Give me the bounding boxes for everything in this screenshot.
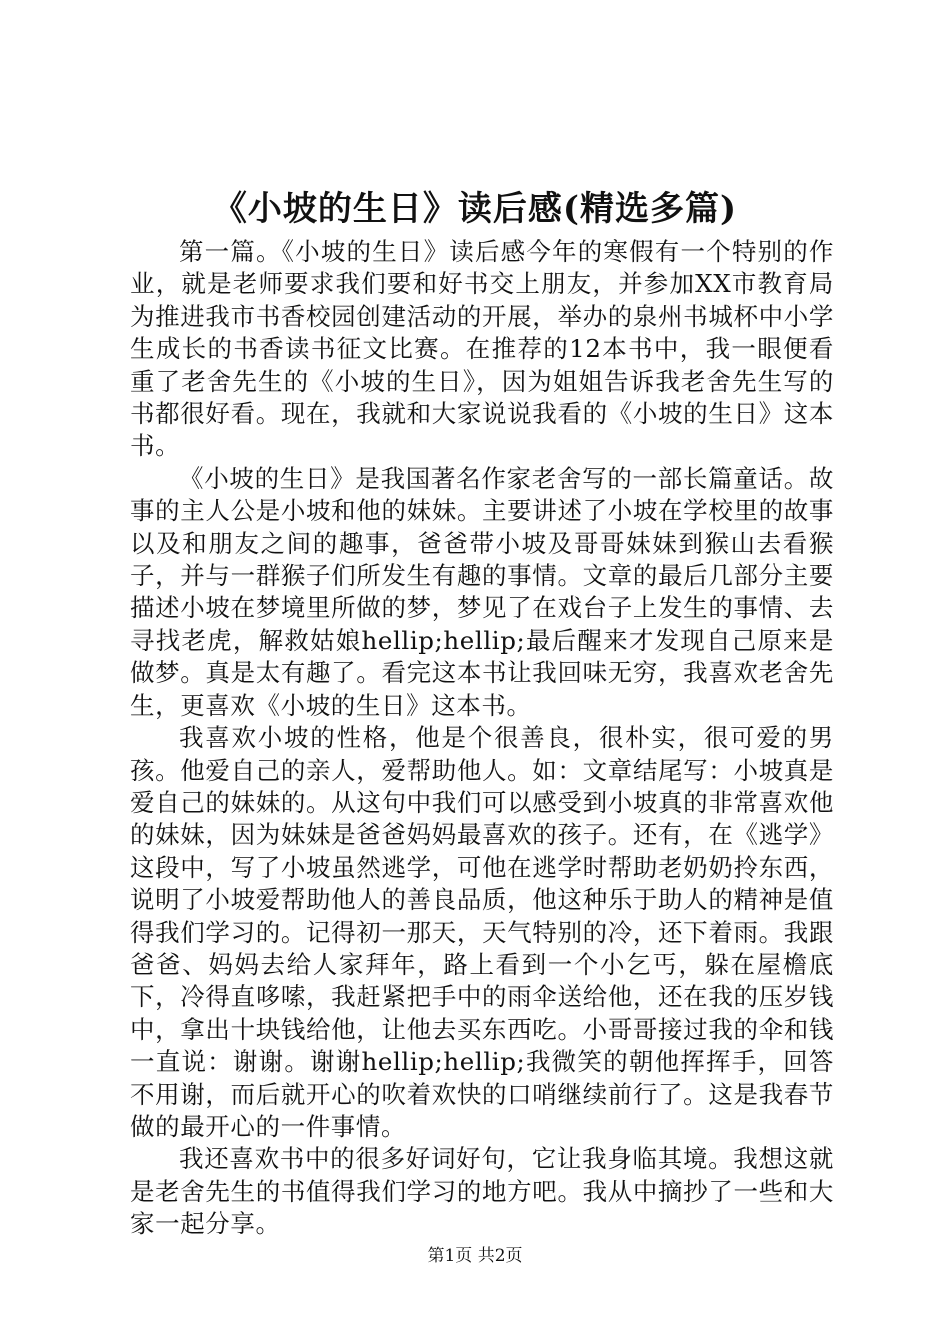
document-title: 《小坡的生日》读后感(精选多篇) [212,189,738,229]
paragraph-4: 我还喜欢书中的很多好词好句，它让我身临其境。我想这就是老舍先生的书值得我们学习的地方吧。我从中摘抄了一些和大家一起分享。 [130,1144,834,1239]
paragraph-2: 《小坡的生日》是我国著名作家老舍写的一部长篇童话。故事的主人公是小坡和他的妹妹。主要讲述了小坡在学校里的故事以及和朋友之间的趣事，爸爸带小坡及哥哥妹妹到猴山去看猴子，并与一群猴子们所发生有趣的事情。文章的最后几部分主要描述小坡在梦境里所做的梦，梦见了在戏台子上发生的事情、去寻找老虎，解救姑娘hellip;hellip;最后醒来才发现自己原来是做梦。真是太有趣了。看完这本书让我回味无穷，我喜欢老舍先生，更喜欢《小坡的生日》这本书。 [130,463,834,720]
page-footer: 第1页 共2页 [427,1246,523,1266]
document-body [130,236,834,1241]
paragraph-1: 第一篇。《小坡的生日》读后感今年的寒假有一个特别的作业，就是老师要求我们要和好书交上朋友，并参加XX市教育局为推进我市书香校园创建活动的开展，举办的泉州书城杯中小学生成长的书香读书征文比赛。在推荐的12本书中，我一眼便看重了老舍先生的《小坡的生日》，因为姐姐告诉我老舍先生写的书都很好看。现在，我就和大家说说我看的《小坡的生日》这本书。 [130,237,834,461]
paragraph-3: 我喜欢小坡的性格，他是个很善良，很朴实，很可爱的男孩。他爱自己的亲人，爱帮助他人。如：文章结尾写：小坡真是爱自己的妹妹的。从这句中我们可以感受到小坡真的非常喜欢他的妹妹，因为妹妹是爸爸妈妈最喜欢的孩子。还有，在《逃学》这段中，写了小坡虽然逃学，可他在逃学时帮助老奶奶拎东西，说明了小坡爱帮助他人的善良品质，他这种乐于助人的精神是值得我们学习的。记得初一那天，天气特别的冷，还下着雨。我跟爸爸、妈妈去给人家拜年，路上看到一个小乞丐，躲在屋檐底下，冷得直哆嗦，我赶紧把手中的雨伞送给他，还在我的压岁钱中，拿出十块钱给他，让他去买东西吃。小哥哥接过我的伞和钱一直说：谢谢。谢谢hellip;hellip;我微笑的朝他挥挥手，回答不用谢，而后就开心的吹着欢快的口哨继续前行了。这是我春节做的最开心的一件事情。 [130,723,834,1141]
